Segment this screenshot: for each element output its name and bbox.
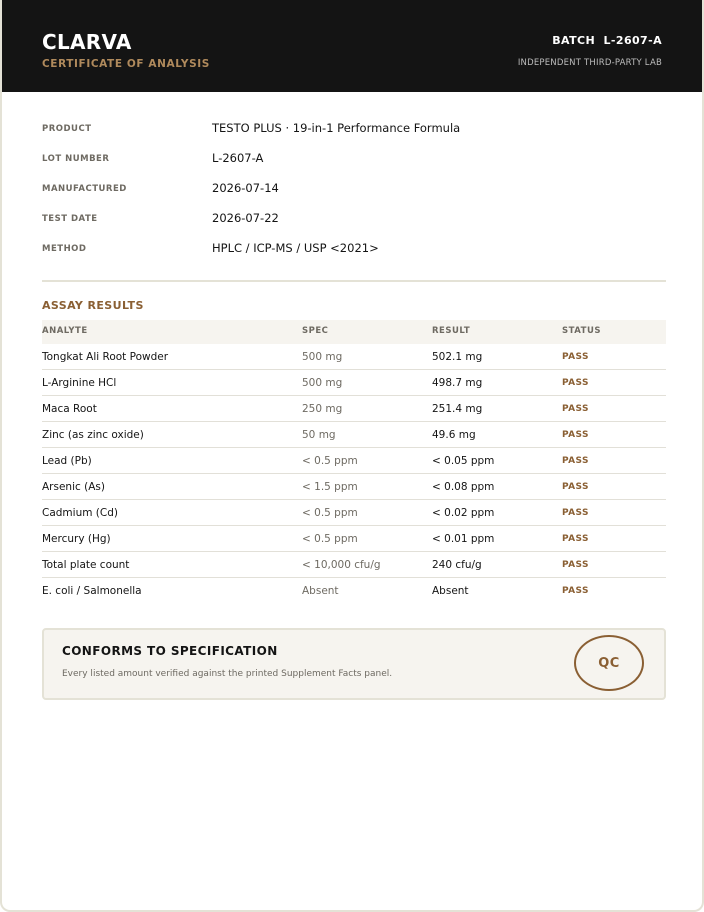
- column-header-analyte: ANALYTE: [42, 326, 88, 336]
- table-row: [42, 552, 666, 578]
- meta-label: PRODUCT: [42, 124, 92, 134]
- status-badge: PASS: [562, 352, 589, 362]
- conformance-panel: [42, 628, 666, 700]
- table-row: [42, 526, 666, 552]
- conformance-note: Every listed amount verified against the printed Supplement Facts panel.: [62, 669, 393, 679]
- table-header: [42, 320, 666, 344]
- spec-cell: < 0.5 ppm: [302, 455, 358, 467]
- meta-label: METHOD: [42, 244, 87, 254]
- brand-name: CLARVA: [42, 30, 132, 54]
- meta-value: 2026-07-22: [212, 211, 279, 225]
- result-cell: < 0.01 ppm: [432, 533, 495, 545]
- document-type: CERTIFICATE OF ANALYSIS: [42, 58, 210, 70]
- meta-row-product: [42, 118, 666, 148]
- analyte-cell: Maca Root: [42, 403, 97, 415]
- meta-value: 2026-07-14: [212, 181, 279, 195]
- conformance-title: CONFORMS TO SPECIFICATION: [62, 644, 278, 658]
- table-row: [42, 422, 666, 448]
- assay-table: [42, 320, 666, 604]
- status-badge: PASS: [562, 456, 589, 466]
- lab-label: INDEPENDENT THIRD-PARTY LAB: [517, 58, 662, 68]
- section-divider: [42, 280, 666, 282]
- spec-cell: Absent: [302, 585, 339, 597]
- status-badge: PASS: [562, 586, 589, 596]
- spec-cell: < 0.5 ppm: [302, 507, 358, 519]
- table-body: [42, 344, 666, 604]
- status-badge: PASS: [562, 482, 589, 492]
- analyte-cell: Mercury (Hg): [42, 533, 111, 545]
- table-row: [42, 578, 666, 604]
- result-cell: 240 cfu/g: [432, 559, 482, 571]
- status-badge: PASS: [562, 560, 589, 570]
- status-badge: PASS: [562, 534, 589, 544]
- analyte-cell: Total plate count: [42, 559, 130, 571]
- result-cell: 49.6 mg: [432, 429, 476, 441]
- analyte-cell: Tongkat Ali Root Powder: [42, 351, 169, 363]
- column-header-result: RESULT: [432, 326, 471, 336]
- result-cell: < 0.05 ppm: [432, 455, 495, 467]
- table-row: [42, 396, 666, 422]
- meta-label: TEST DATE: [42, 214, 98, 224]
- header-bar: [2, 0, 702, 92]
- assay-section-title: ASSAY RESULTS: [42, 299, 144, 312]
- table-row: [42, 474, 666, 500]
- result-cell: < 0.08 ppm: [432, 481, 495, 493]
- table-row: [42, 448, 666, 474]
- spec-cell: < 0.5 ppm: [302, 533, 358, 545]
- result-cell: 251.4 mg: [432, 403, 483, 415]
- meta-label: MANUFACTURED: [42, 184, 127, 194]
- meta-value: L-2607-A: [212, 151, 264, 165]
- meta-row-manufactured: [42, 178, 666, 208]
- result-cell: 498.7 mg: [432, 377, 483, 389]
- table-row: [42, 500, 666, 526]
- meta-label: LOT NUMBER: [42, 154, 110, 164]
- spec-cell: < 10,000 cfu/g: [302, 559, 381, 571]
- analyte-cell: E. coli / Salmonella: [42, 585, 142, 597]
- qc-stamp: QC: [574, 635, 644, 691]
- spec-cell: 250 mg: [302, 403, 343, 415]
- status-badge: PASS: [562, 508, 589, 518]
- analyte-cell: Lead (Pb): [42, 455, 92, 467]
- analyte-cell: Cadmium (Cd): [42, 507, 118, 519]
- analyte-cell: L-Arginine HCl: [42, 377, 117, 389]
- status-badge: PASS: [562, 404, 589, 414]
- spec-cell: 50 mg: [302, 429, 336, 441]
- meta-value: HPLC / ICP-MS / USP <2021>: [212, 241, 379, 255]
- analyte-cell: Arsenic (As): [42, 481, 105, 493]
- table-row: [42, 370, 666, 396]
- status-badge: PASS: [562, 378, 589, 388]
- meta-row-method: [42, 238, 666, 268]
- spec-cell: < 1.5 ppm: [302, 481, 358, 493]
- batch-number: BATCH L-2607-A: [552, 34, 662, 47]
- meta-value: TESTO PLUS · 19-in-1 Performance Formula: [212, 121, 461, 135]
- result-cell: 502.1 mg: [432, 351, 483, 363]
- column-header-status: STATUS: [562, 326, 602, 336]
- analyte-cell: Zinc (as zinc oxide): [42, 429, 144, 441]
- spec-cell: 500 mg: [302, 377, 343, 389]
- column-header-spec: SPEC: [302, 326, 329, 336]
- spec-cell: 500 mg: [302, 351, 343, 363]
- status-badge: PASS: [562, 430, 589, 440]
- result-cell: Absent: [432, 585, 469, 597]
- meta-row-test-date: [42, 208, 666, 238]
- meta-row-lot-number: [42, 148, 666, 178]
- product-meta: [42, 118, 666, 268]
- result-cell: < 0.02 ppm: [432, 507, 495, 519]
- table-row: [42, 344, 666, 370]
